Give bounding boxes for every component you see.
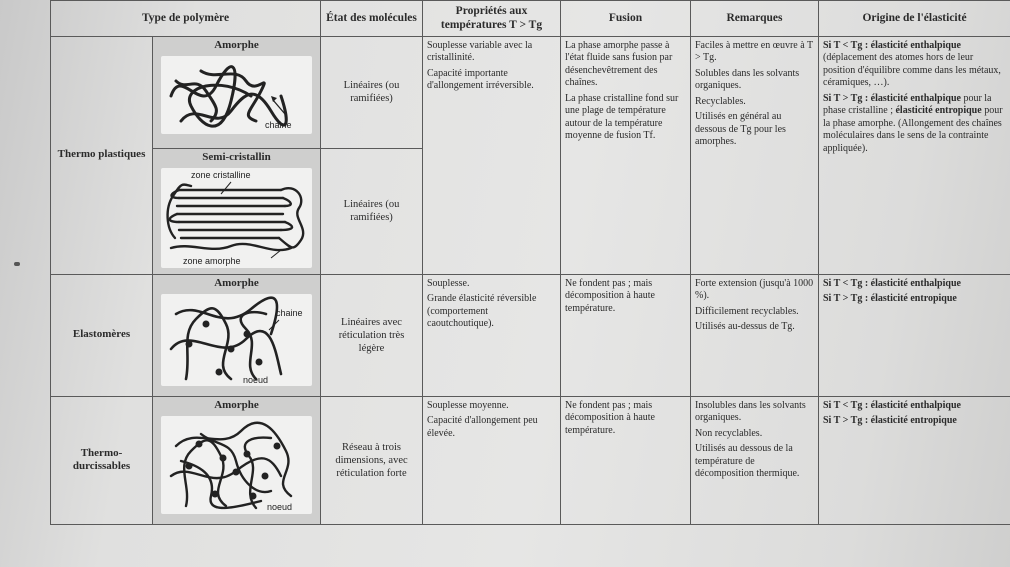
origine-thermodurcissables bbox=[819, 396, 1010, 524]
etat-elastomeres: Linéaires avec réticulation très légère bbox=[321, 274, 423, 396]
text-line: Solubles dans les solvants organiques. bbox=[695, 67, 800, 92]
fusion-thermodurcissables bbox=[561, 396, 691, 524]
remarques-thermodurcissables bbox=[691, 396, 819, 524]
label-chaine: chaine bbox=[265, 119, 292, 130]
text-line: Ne fondent pas ; mais décomposition à haute température. bbox=[565, 277, 655, 314]
figure-cell-thermo-semi bbox=[153, 148, 321, 274]
text-line: Insolubles dans les solvants organiques. bbox=[695, 399, 806, 424]
text-line: Utilisés en général au dessous de Tg pour les amorphes. bbox=[695, 111, 786, 148]
proprietes-elastomeres bbox=[423, 274, 561, 396]
header-type: Type de polymère bbox=[51, 1, 321, 37]
header-fusion: Fusion bbox=[561, 1, 691, 37]
text-line: Si T > Tg : élasticité enthalpique pour la phase cristalline ; élasticité entropique pour la phase amorphe. (Allongement des chaînes moléculaires dans le sens de la contrainte appliquée). bbox=[823, 92, 1003, 154]
text-line: Capacité importante d'allongement irréversible. bbox=[427, 67, 534, 92]
fusion-thermo bbox=[561, 36, 691, 274]
text-line: Si T < Tg : élasticité enthalpique bbox=[823, 399, 961, 411]
figure-amorphous-chains bbox=[161, 56, 312, 134]
type-thermoplastiques: Thermo plastiques bbox=[51, 36, 153, 274]
label-zone-amorphe: zone amorphe bbox=[183, 255, 241, 266]
text-line: Utilisés au-dessus de Tg. bbox=[695, 321, 795, 333]
header-row bbox=[51, 1, 1010, 37]
origine-elastomeres bbox=[819, 274, 1010, 396]
etat-thermo-amorphe: Linéaires (ou ramifiées) bbox=[321, 36, 423, 148]
figure-lightly-crosslinked bbox=[161, 294, 312, 386]
polymer-table bbox=[50, 0, 1010, 525]
margin-mark bbox=[14, 262, 20, 266]
label-noeud: noeud bbox=[243, 374, 269, 385]
text-line: Souplesse moyenne. bbox=[427, 399, 509, 411]
text-line: Non recyclables. bbox=[695, 427, 763, 439]
text-line: Si T > Tg : élasticité entropique bbox=[823, 293, 957, 305]
text-line: Si T > Tg : élasticité entropique bbox=[823, 415, 957, 427]
fusion-elastomeres bbox=[561, 274, 691, 396]
label-chaine: chaine bbox=[276, 307, 303, 318]
text-line: Si T < Tg : élasticité enthalpique bbox=[823, 277, 961, 289]
remarques-thermo bbox=[691, 36, 819, 274]
text-line: Forte extension (jusqu'à 1000 %). bbox=[695, 277, 814, 302]
figure-title: Amorphe bbox=[214, 38, 259, 51]
text-line: Souplesse variable avec la cristallinité. bbox=[427, 39, 533, 64]
figure-semicrystalline bbox=[161, 168, 312, 268]
header-origine: Origine de l'élasticité bbox=[819, 1, 1010, 37]
type-elastomeres: Elastomères bbox=[51, 274, 153, 396]
header-etat: État des molécules bbox=[321, 1, 423, 37]
proprietes-thermo bbox=[423, 36, 561, 274]
figure-cell-thermo-amorphe bbox=[153, 36, 321, 148]
text-line: Capacité d'allongement peu élevée. bbox=[427, 415, 538, 439]
figure-cell-elastomeres bbox=[153, 274, 321, 396]
text-line: Grande élasticité réversible (comportement caoutchoutique). bbox=[427, 293, 537, 330]
etat-thermodurcissables: Réseau à trois dimensions, avec réticulation forte bbox=[321, 396, 423, 524]
row-elastomeres bbox=[51, 274, 1010, 396]
figure-3d-network bbox=[161, 416, 312, 514]
text-line: Difficilement recyclables. bbox=[695, 305, 799, 317]
figure-title: Amorphe bbox=[214, 276, 259, 289]
proprietes-thermodurcissables bbox=[423, 396, 561, 524]
label-noeud: noeud bbox=[267, 501, 293, 512]
row-thermo-amorphe bbox=[51, 36, 1010, 148]
text-line: La phase cristalline fond sur une plage de température autour de la température moyenne de fusion Tf. bbox=[565, 92, 679, 142]
text-line: Faciles à mettre en œuvre à T > Tg. bbox=[695, 39, 813, 64]
text-line: Utilisés au dessous de la température de décomposition thermique. bbox=[695, 443, 800, 480]
text-line: La phase amorphe passe à l'état fluide sans fusion par désenchevêtrement des chaînes. bbox=[565, 39, 673, 89]
document-sheet bbox=[50, 0, 1010, 528]
figure-cell-thermodurcissables bbox=[153, 396, 321, 524]
text-line: Si T < Tg : élasticité enthalpique (déplacement des atomes hors de leur position d'équilibre comme dans les métaux, céramiques, …). bbox=[823, 39, 1001, 89]
row-thermodurcissables bbox=[51, 396, 1010, 524]
text-line: Ne fondent pas ; mais décomposition à haute température. bbox=[565, 399, 655, 436]
remarques-elastomeres bbox=[691, 274, 819, 396]
origine-thermo bbox=[819, 36, 1010, 274]
figure-title: Semi-cristallin bbox=[202, 150, 271, 163]
text-line: Recyclables. bbox=[695, 95, 746, 107]
figure-title: Amorphe bbox=[214, 398, 259, 411]
etat-thermo-semi: Linéaires (ou ramifiées) bbox=[321, 148, 423, 274]
header-proprietes: Propriétés aux températures T > Tg bbox=[423, 1, 561, 37]
text-line: Souplesse. bbox=[427, 277, 470, 289]
header-remarques: Remarques bbox=[691, 1, 819, 37]
type-thermodurcissables: Thermo-durcissables bbox=[51, 396, 153, 524]
label-zone-cristalline: zone cristalline bbox=[191, 169, 251, 180]
